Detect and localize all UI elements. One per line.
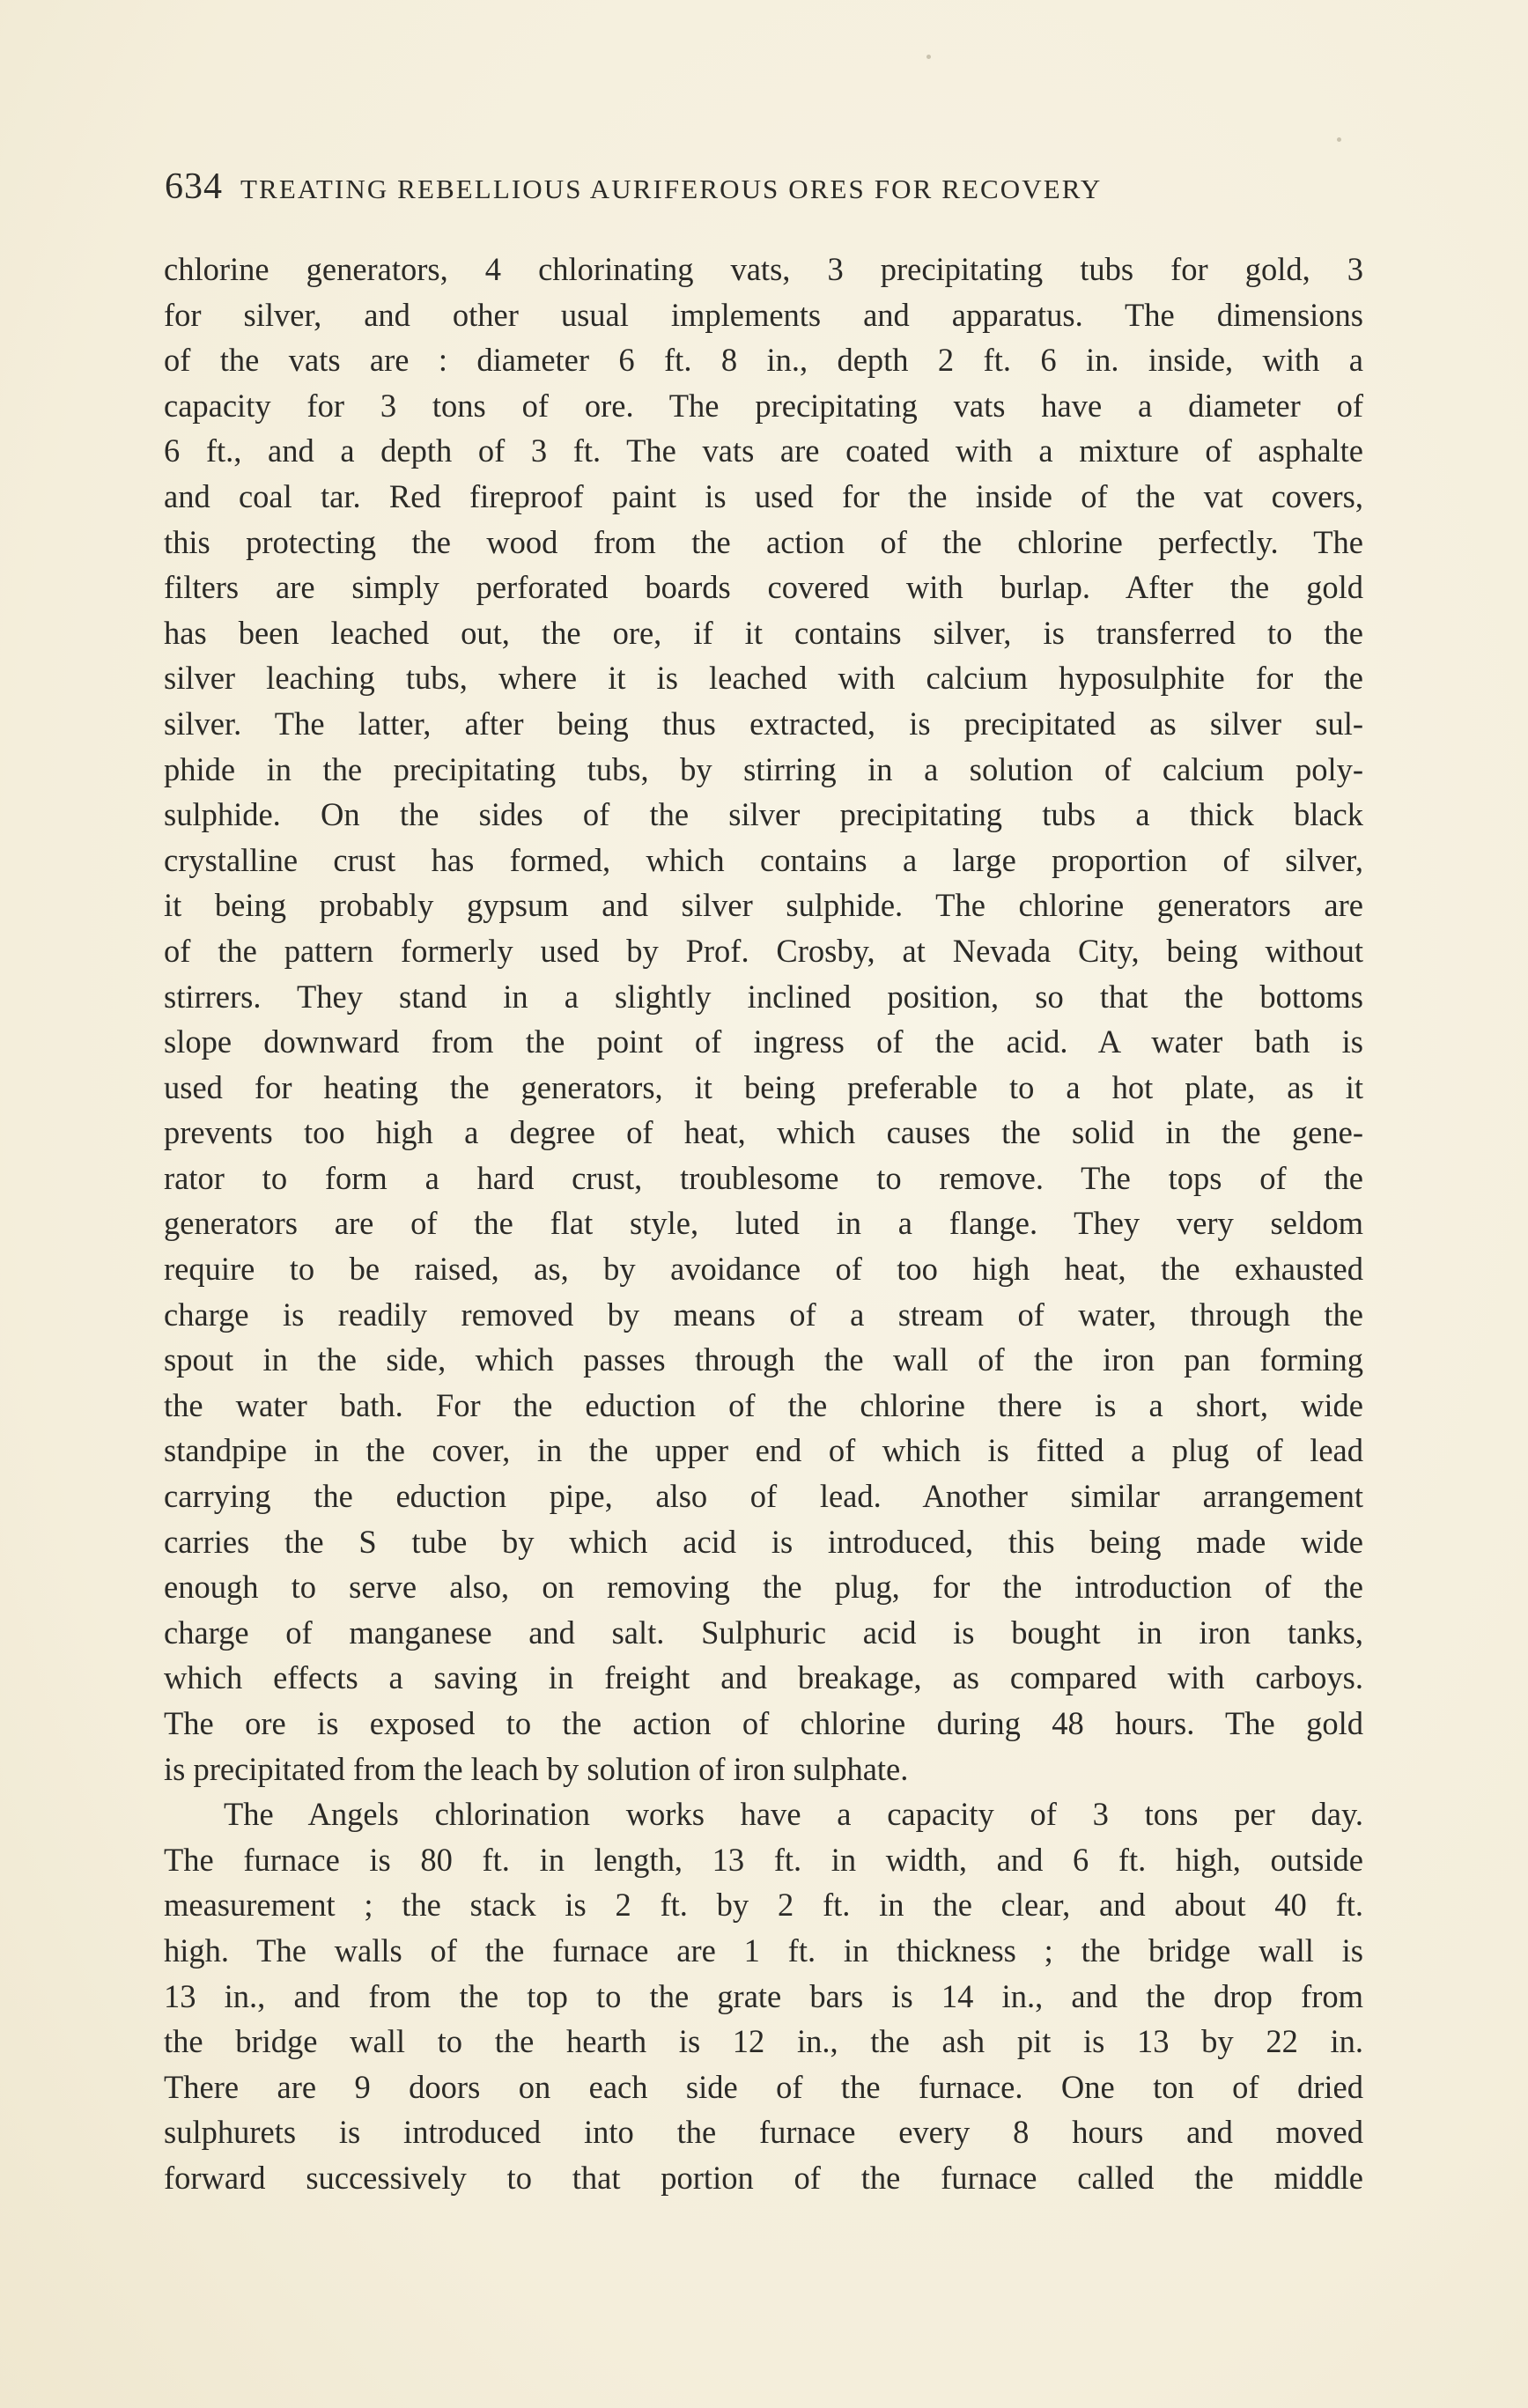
- text-line: stirrers. They stand in a slightly inclined position, so that the bottoms: [164, 978, 1363, 1015]
- text-line: slope downward from the point of ingress of the acid. A water bath is: [164, 1023, 1363, 1060]
- text-line: charge is readily removed by means of a stream of water, through the: [164, 1296, 1363, 1333]
- text-line: which effects a saving in freight and breakage, as compared with carboys.: [164, 1659, 1363, 1696]
- text-line: capacity for 3 tons of ore. The precipitating vats have a diameter of: [164, 387, 1363, 424]
- text-line: the water bath. For the eduction of the chlorine there is a short, wide: [164, 1386, 1363, 1423]
- text-line: chlorine generators, 4 chlorinating vats, 3 precipitating tubs for gold, 3: [164, 251, 1363, 287]
- text-line: the bridge wall to the hearth is 12 in., the ash pit is 13 by 22 in.: [164, 2023, 1363, 2060]
- text-line: silver. The latter, after being thus extracted, is precipitated as silver sul-: [164, 705, 1363, 742]
- text-line: this protecting the wood from the action of the chlorine perfectly. The: [164, 523, 1363, 560]
- text-line: it being probably gypsum and silver sulphide. The chlorine generators are: [164, 887, 1363, 924]
- paper-speck: [926, 55, 931, 59]
- text-line: sulphurets is introduced into the furnace every 8 hours and moved: [164, 2114, 1363, 2151]
- page-number: 634: [165, 166, 223, 207]
- text-line: prevents too high a degree of heat, which causes the solid in the gene-: [164, 1114, 1363, 1151]
- text-line: generators are of the flat style, luted in a flange. They very seldom: [164, 1205, 1363, 1242]
- body-text: [164, 247, 1363, 2201]
- text-line: and coal tar. Red fireproof paint is used for the inside of the vat covers,: [164, 477, 1363, 514]
- text-line: spout in the side, which passes through the wall of the iron pan forming: [164, 1341, 1363, 1378]
- text-line: for silver, and other usual implements and apparatus. The dimensions: [164, 296, 1363, 333]
- text-line: rator to form a hard crust, troublesome to remove. The tops of the: [164, 1159, 1363, 1196]
- text-line: has been leached out, the ore, if it contains silver, is transferred to the: [164, 614, 1363, 651]
- text-line: carrying the eduction pipe, also of lead. Another similar arrangement: [164, 1478, 1363, 1515]
- text-line: sulphide. On the sides of the silver precipitating tubs a thick black: [164, 796, 1363, 833]
- text-line: crystalline crust has formed, which contains a large proportion of silver,: [164, 841, 1363, 878]
- text-line: used for heating the generators, it being preferable to a hot plate, as it: [164, 1068, 1363, 1105]
- text-line: 13 in., and from the top to the grate bars is 14 in., and the drop from: [164, 1977, 1363, 2014]
- text-line: 6 ft., and a depth of 3 ft. The vats are coated with a mixture of asphalte: [164, 432, 1363, 469]
- text-line: The furnace is 80 ft. in length, 13 ft. in width, and 6 ft. high, outside: [164, 1841, 1363, 1878]
- text-line: carries the S tube by which acid is introduced, this being made wide: [164, 1523, 1363, 1560]
- text-line: enough to serve also, on removing the plug, for the introduction of the: [164, 1569, 1363, 1606]
- text-line: filters are simply perforated boards covered with burlap. After the gold: [164, 569, 1363, 606]
- text-line: phide in the precipitating tubs, by stirring in a solution of calcium poly-: [164, 750, 1363, 787]
- text-line: standpipe in the cover, in the upper end of which is fitted a plug of lead: [164, 1432, 1363, 1469]
- text-line: charge of manganese and salt. Sulphuric acid is bought in iron tanks,: [164, 1614, 1363, 1651]
- text-line: There are 9 doors on each side of the furnace. One ton of dried: [164, 2068, 1363, 2105]
- text-line: of the vats are : diameter 6 ft. 8 in., depth 2 ft. 6 in. inside, with a: [164, 342, 1363, 379]
- text-line: require to be raised, as, by avoidance of too high heat, the exhausted: [164, 1251, 1363, 1288]
- paragraph-start-line: The Angels chlorination works have a capacity of 3 tons per day.: [224, 1796, 1363, 1833]
- page-header: [165, 166, 1362, 218]
- text-line: silver leaching tubs, where it is leached with calcium hyposulphite for the: [164, 660, 1363, 697]
- paragraph-end-line: is precipitated from the leach by solution of iron sulphate.: [164, 1750, 909, 1787]
- text-line: of the pattern formerly used by Prof. Crosby, at Nevada City, being without: [164, 932, 1363, 969]
- text-line: The ore is exposed to the action of chlorine during 48 hours. The gold: [164, 1705, 1363, 1741]
- text-line: measurement ; the stack is 2 ft. by 2 ft. in the clear, and about 40 ft.: [164, 1887, 1363, 1924]
- text-line: high. The walls of the furnace are 1 ft. in thickness ; the bridge wall is: [164, 1932, 1363, 1969]
- running-title: TREATING REBELLIOUS AURIFEROUS ORES FOR RECOVERY: [240, 174, 1103, 204]
- text-line: forward successively to that portion of the furnace called the middle: [164, 2159, 1363, 2196]
- paper-speck: [1337, 137, 1341, 142]
